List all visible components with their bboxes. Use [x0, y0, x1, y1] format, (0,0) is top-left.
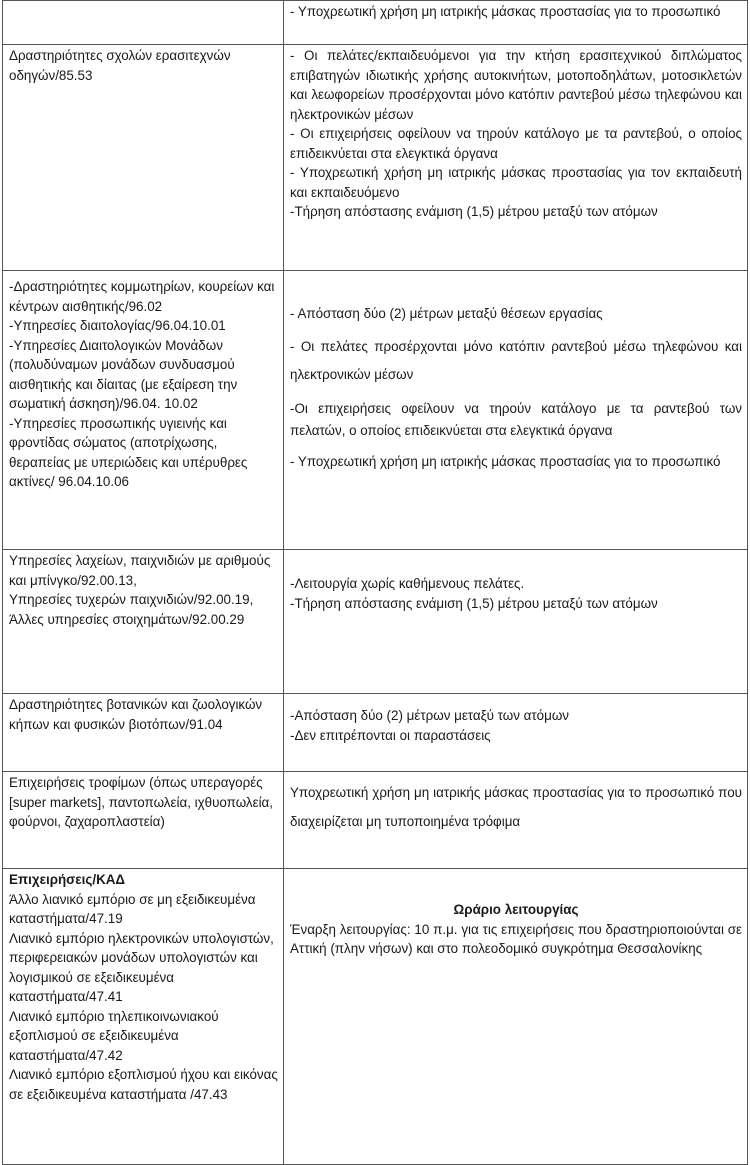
- measures-cell: [284, 45, 748, 271]
- table-row: [3, 869, 748, 1165]
- measure-line: - Οι πελάτες προσέρχονται μόνο κατόπιν ραντεβού μέσω τηλεφώνου και ηλεκτρονικών μέσων: [290, 338, 742, 382]
- measure-line: -Λειτουργία χωρίς καθήμενους πελάτες.: [290, 576, 525, 591]
- measure-line: -Απόσταση δύο (2) μέτρων μεταξύ των ατόμων: [290, 708, 569, 723]
- measure-line: - Υποχρεωτική χρήση μη ιατρικής μάσκας προστασίας για το προσωπικό: [290, 453, 721, 469]
- table-row: [3, 694, 748, 772]
- measure-line: - Υποχρεωτική χρήση μη ιατρικής μάσκας προστασίας για το προσωπικό: [290, 4, 721, 19]
- table-row: [3, 271, 748, 550]
- measures-table: [2, 0, 748, 1165]
- activity-line: Δραστηριότητες σχολών ερασιτεχνών οδηγών/85.53: [9, 48, 231, 83]
- measures-heading: Ωράριο λειτουργίας: [453, 902, 579, 917]
- activity-line: -Δραστηριότητες κομμωτηρίων, κουρείων και κέντρων αισθητικής/96.02: [9, 279, 275, 314]
- activity-line: Άλλο λιανικό εμπόριο σε μη εξειδικευμένα καταστήματα/47.19: [9, 891, 256, 926]
- table-row: [3, 1, 748, 45]
- activity-cell: [3, 45, 284, 271]
- activity-cell: [3, 694, 284, 772]
- activity-line: Υπηρεσίες λαχείων, παιχνιδιών με αριθμούς και μπίνγκο/92.00.13,: [9, 553, 271, 588]
- measures-cell: [284, 271, 748, 550]
- measure-line: Υποχρεωτική χρήση μη ιατρικής μάσκας προστασίας για το προσωπικό που διαχειρίζεται μη τυποποιημένα τρόφιμα: [290, 785, 742, 829]
- activity-cell: [3, 271, 284, 550]
- measures-cell: [284, 694, 748, 772]
- activity-cell: [3, 1, 284, 45]
- measure-line: - Οι πελάτες/εκπαιδευόμενοι για την κτήση ερασιτεχνικού διπλώματος επιβατηγών ιδιωτικής χρήσης αυτοκινήτων, μοτοποδηλάτων, μοτοσικλετών και λεωφορείων προσέρχονται μόνο κατόπιν ραντεβού μέσω τηλεφώνου και ηλεκτρονικών μέσων: [290, 48, 742, 122]
- measure-line: Έναρξη λειτουργίας: 10 π.μ. για τις επιχειρήσεις που δραστηριοποιούνται σε Αττική (πλην νήσων) και στο πολεοδομικό συγκρότημα Θεσσαλονίκης: [290, 921, 742, 956]
- activity-line: -Υπηρεσίες Διαιτολογικών Μονάδων (πολυδύναμων μονάδων συνδυασμού αισθητικής και δίαιτας (με εξαίρεση την σωματική άσκηση)/96.04. 10.02: [9, 337, 238, 411]
- activity-line: -Υπηρεσίες διαιτολογίας/96.04.10.01: [9, 318, 226, 333]
- measure-line: - Υποχρεωτική χρήση μη ιατρικής μάσκας προστασίας για τον εκπαιδευτή και εκπαιδευόμενο: [290, 165, 742, 200]
- activity-line: -Υπηρεσίες προσωπικής υγιεινής και φροντίδας σώματος (αποτρίχωσης, θεραπείας με υπεριώδεις και υπέρυθρες ακτίνες/ 96.04.10.06: [9, 415, 248, 489]
- measure-line: - Απόσταση δύο (2) μέτρων μεταξύ θέσεων εργασίας: [290, 306, 603, 321]
- activity-line: Υπηρεσίες τυχερών παιχνιδιών/92.00.19,: [9, 592, 254, 607]
- measure-line: -Τήρηση απόστασης ενάμιση (1,5) μέτρου μεταξύ των ατόμων: [290, 204, 658, 219]
- measure-line: -Τήρηση απόστασης ενάμιση (1,5) μέτρου μεταξύ των ατόμων: [290, 595, 658, 611]
- activity-line: Λιανικό εμπόριο ηλεκτρονικών υπολογιστών, περιφερειακών μονάδων υπολογιστών και λογισμικού σε εξειδικευμένα καταστήματα/47.41: [9, 930, 274, 1004]
- measure-line: - Οι επιχειρήσεις οφείλουν να τηρούν κατάλογο με τα ραντεβού, ο οποίος επιδεικνύεται στα ελεγκτικά όργανα: [290, 126, 742, 161]
- activity-line: Επιχειρήσεις τροφίμων (όπως υπεραγορές [super markets], παντοπωλεία, ιχθυοπωλεία, φούρνοι, ζαχαροπλαστεία): [9, 775, 274, 829]
- measures-cell: [284, 1, 748, 45]
- activity-heading: Επιχειρήσεις/ΚΑΔ: [9, 872, 126, 887]
- table-row: [3, 772, 748, 869]
- activity-line: Δραστηριότητες βοτανικών και ζωολογικών κήπων και φυσικών βιοτόπων/91.04: [9, 697, 263, 732]
- activity-cell: [3, 772, 284, 869]
- activity-cell: [3, 550, 284, 694]
- measures-cell: [284, 869, 748, 1165]
- table-row: [3, 550, 748, 694]
- measure-line: -Οι επιχειρήσεις οφείλουν να τηρούν κατάλογο με τα ραντεβού των πελατών, ο οποίος επιδεικνύεται στα ελεγκτικά όργανα: [290, 400, 742, 438]
- measures-cell: [284, 550, 748, 694]
- measures-cell: [284, 772, 748, 869]
- activity-line: Λιανικό εμπόριο τηλεπικοινωνιακού εξοπλισμού σε εξειδικευμένα καταστήματα/47.42: [9, 1008, 219, 1063]
- table-row: [3, 45, 748, 271]
- activity-line: Άλλες υπηρεσίες στοιχημάτων/92.00.29: [9, 611, 245, 627]
- activity-line: Λιανικό εμπόριο εξοπλισμού ήχου και εικόνας σε εξειδικευμένα καταστήματα /47.43: [9, 1067, 278, 1102]
- measure-line: -Δεν επιτρέπονται οι παραστάσεις: [290, 727, 491, 743]
- activity-cell: [3, 869, 284, 1165]
